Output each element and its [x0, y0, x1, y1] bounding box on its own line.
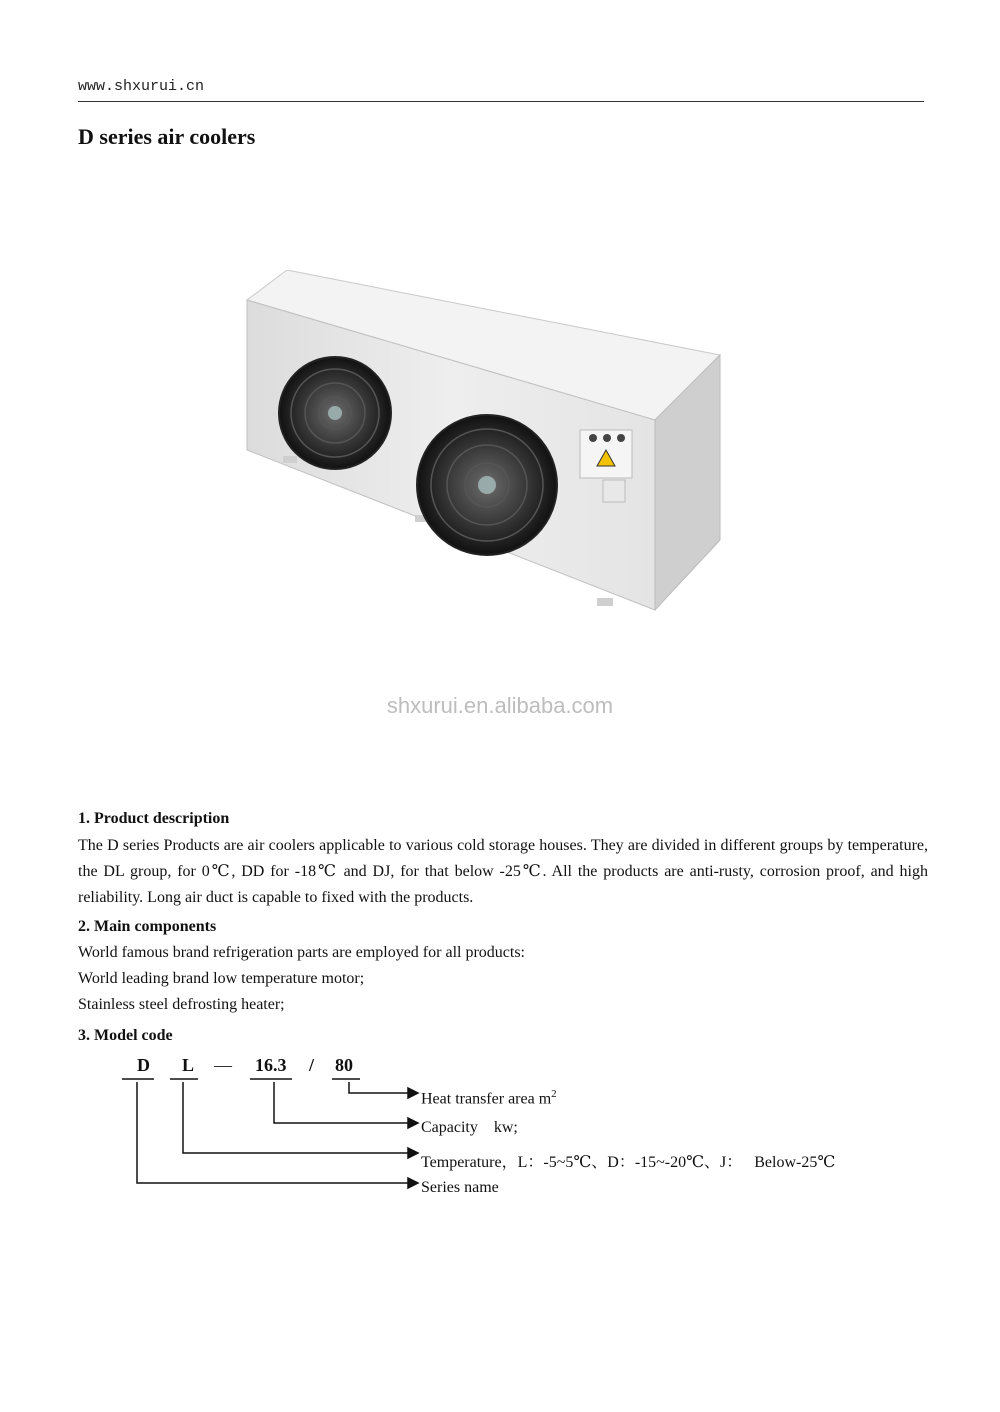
model-code-area: 80: [335, 1055, 353, 1075]
model-code-capacity: 16.3: [255, 1055, 287, 1075]
header-url: www.shxurui.cn: [78, 78, 205, 95]
model-code-diagram: [100, 1050, 920, 1210]
image-watermark: shxurui.en.alibaba.com: [386, 693, 614, 718]
components-line: Stainless steel defrosting heater;: [78, 996, 285, 1013]
section-heading-main-components: 2. Main components: [78, 918, 217, 935]
air-cooler-image: [225, 270, 735, 630]
legend-series-name: Series name: [421, 1179, 499, 1196]
components-line: World famous brand refrigeration parts are employed for all products:: [78, 944, 525, 961]
model-code-series-letter: D: [137, 1055, 150, 1075]
header-divider: [78, 101, 924, 102]
document-title: D series air coolers: [78, 124, 256, 149]
model-code-slash: /: [309, 1055, 315, 1075]
legend-capacity: Capacity kw;: [421, 1119, 518, 1136]
product-description-paragraph: The D series Products are air coolers applicable to various cold storage houses. They are divided in different groups by temperature, the DL group, for 0℃, DD for -18℃ and DJ, for that below -25℃. All the products are anti-rusty, corrosion proof, and high reliability. Long air duct is capable to fixed with the products.: [78, 837, 928, 906]
model-code-temperature-letter: L: [182, 1055, 195, 1075]
components-line: World leading brand low temperature motor;: [78, 970, 365, 987]
legend-temperature: Temperature，L：-5~5℃、D：-15~-20℃、J： Below-25℃: [421, 1154, 836, 1171]
fan-left-icon: [279, 357, 391, 469]
section-heading-model-code: 3. Model code: [78, 1027, 173, 1044]
section-heading-product-description: 1. Product description: [78, 810, 230, 827]
model-code-dash: —: [214, 1055, 232, 1075]
fan-right-icon: [417, 415, 557, 555]
legend-heat-transfer-area: Heat transfer area $m^2$: [421, 1088, 557, 1108]
